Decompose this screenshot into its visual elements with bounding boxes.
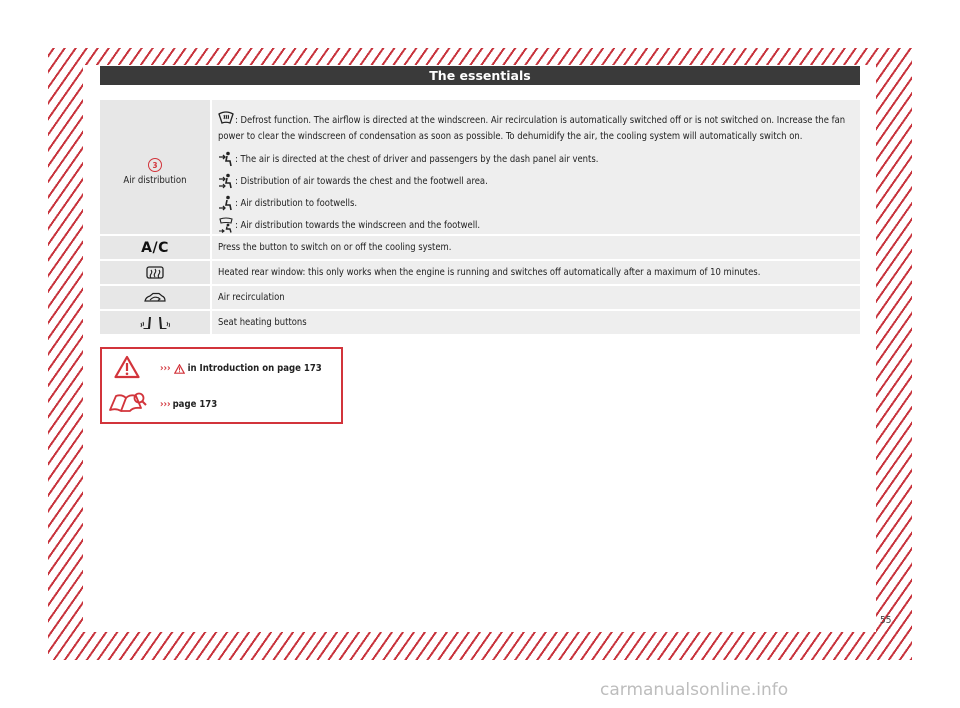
recirculation-icon [144,292,166,304]
chest-line [218,151,852,167]
number-badge: 3 [148,158,162,172]
warning-triangle-icon [114,355,140,379]
windscreen-foot-icon [218,217,234,233]
table-row-recirculation [100,286,860,309]
air-distribution-label: Air distribution [123,175,187,186]
table-row-seat-heating [100,311,860,334]
table-row-air-distribution [100,100,860,234]
air-distribution-cell [100,100,210,234]
recirculation-symbol-cell [100,286,210,309]
foot-line [218,195,852,211]
chest-vent-icon [218,151,234,167]
chest-foot-line [218,173,852,189]
rear-window-heat-icon [146,266,164,280]
watermark: carmanualsonline.info [600,680,789,700]
ref-chevrons: ››› [160,363,171,374]
page-number: 55 [880,615,892,626]
ref-intro-text: in Introduction on page 173 [187,363,322,374]
controls-table [100,100,860,336]
chest-foot-text: : Distribution of air towards the chest and the footwell area. [235,176,488,187]
air-distribution-description [212,100,860,234]
book-icon [108,390,148,414]
table-row-rear-window [100,261,860,284]
ref-page-text: page 173 [172,399,218,410]
seat-heating-icon [140,315,170,331]
windscreen-foot-text: : Air distribution towards the windscreen and the footwell. [235,220,481,231]
ac-symbol-cell [100,236,210,259]
table-row-ac [100,236,860,259]
warning-ref-page[interactable] [160,399,217,410]
windscreen-foot-line [218,217,852,233]
defrost-icon [218,110,234,126]
warning-box [100,347,343,424]
ac-symbol: A/C [141,239,169,256]
foot-text: : Air distribution to footwells. [235,198,358,209]
defrost-line [218,110,852,145]
chest-text: : The air is directed at the chest of driver and passengers by the dash panel air vents. [235,154,599,165]
ac-description: Press the button to switch on or off the cooling system. [212,236,860,259]
rear-window-symbol-cell [100,261,210,284]
warning-ref-intro[interactable] [160,363,322,374]
small-warning-icon [174,364,185,374]
ref-chevrons: ››› [160,399,171,410]
rear-window-description: Heated rear window: this only works when the engine is running and switches off automatically after a maximum of 10 minutes. [212,261,860,284]
foot-icon [218,195,234,211]
defrost-text: : Defrost function. The airflow is directed at the windscreen. Air recirculation is automatically switched off or is not switched on. Increase the fan power to clear the windscreen of condensation as soon as possible. To dehumidify the air, the cooling system will automatically switch on. [218,115,846,142]
page-title: The essentials [100,66,860,85]
seat-heating-symbol-cell [100,311,210,334]
recirculation-description: Air recirculation [212,286,860,309]
seat-heating-description: Seat heating buttons [212,311,860,334]
chest-foot-icon [218,173,234,189]
